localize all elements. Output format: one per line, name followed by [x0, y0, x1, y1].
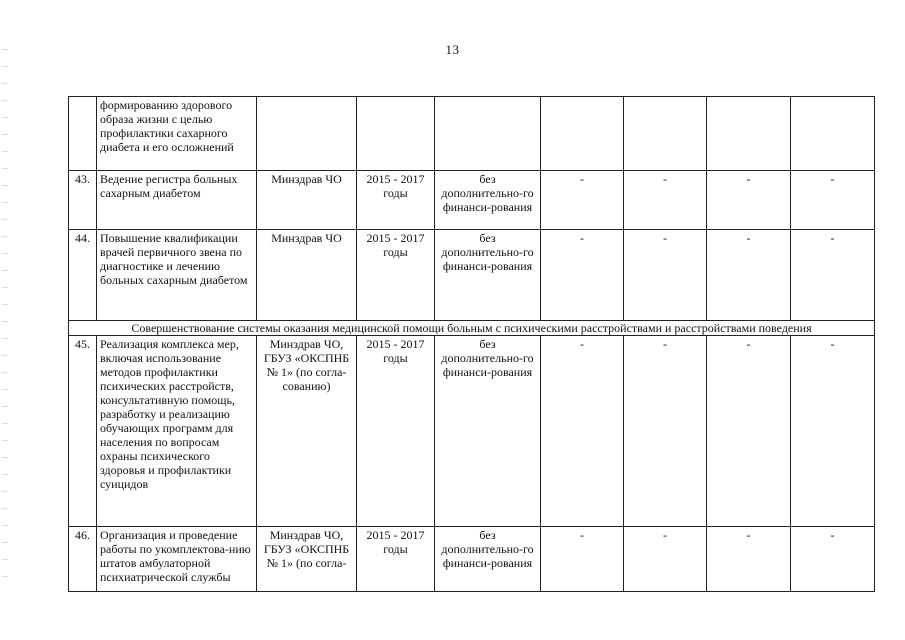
cell-value: -: [707, 171, 791, 230]
cell-value: -: [541, 171, 624, 230]
section-header-row: [69, 321, 875, 336]
cell-financing: без дополнительно-го финанси-рования: [435, 336, 541, 527]
table-row: [69, 527, 875, 592]
table-row: [69, 230, 875, 321]
row-number: 45.: [69, 336, 97, 527]
cell-value: -: [707, 336, 791, 527]
row-number: 43.: [69, 171, 97, 230]
cell-period: 2015 - 2017 годы: [357, 230, 435, 321]
cell-value: [791, 97, 875, 171]
cell-financing: [435, 97, 541, 171]
cell-period: [357, 97, 435, 171]
cell-value: -: [541, 527, 624, 592]
cell-activity: Повышение квалификации врачей первичного звена по диагностике и лечению больных сахарным диабетом: [97, 230, 257, 321]
cell-period: 2015 - 2017 годы: [357, 336, 435, 527]
table-row: [69, 336, 875, 527]
cell-value: -: [707, 527, 791, 592]
page-number: 13: [445, 42, 460, 57]
program-table: [68, 96, 875, 592]
cell-value: -: [791, 230, 875, 321]
table-row-continuation: [69, 97, 875, 171]
cell-value: -: [791, 171, 875, 230]
cell-activity: формированию здорового образа жизни с целью профилактики сахарного диабета и его осложнений: [97, 97, 257, 171]
cell-value: -: [624, 527, 707, 592]
table-row: [69, 171, 875, 230]
cell-value: -: [541, 336, 624, 527]
cell-value: -: [624, 336, 707, 527]
cell-value: -: [707, 230, 791, 321]
cell-value: -: [791, 527, 875, 592]
cell-financing: без дополнительно-го финанси-рования: [435, 527, 541, 592]
cell-executor: Минздрав ЧО, ГБУЗ «ОКСПНБ № 1» (по согла-: [257, 527, 357, 592]
cell-value: [707, 97, 791, 171]
cell-value: -: [624, 230, 707, 321]
cell-num: [69, 97, 97, 171]
cell-value: [624, 97, 707, 171]
row-number: 44.: [69, 230, 97, 321]
cell-executor: Минздрав ЧО, ГБУЗ «ОКСПНБ № 1» (по согла-сованию): [257, 336, 357, 527]
cell-period: 2015 - 2017 годы: [357, 527, 435, 592]
cell-executor: [257, 97, 357, 171]
cell-activity: Организация и проведение работы по укомплектова-нию штатов амбулаторной психиатрической службы: [97, 527, 257, 592]
cell-activity: Реализация комплекса мер, включая использование методов профилактики психических расстройств, консультативную помощь, разработку и реализацию обучающих программ для населения по вопросам охраны психического здоровья и профилактики суицидов: [97, 336, 257, 527]
cell-executor: Минздрав ЧО: [257, 230, 357, 321]
cell-value: [541, 97, 624, 171]
cell-financing: без дополнительно-го финанси-рования: [435, 230, 541, 321]
row-number: 46.: [69, 527, 97, 592]
cell-executor: Минздрав ЧО: [257, 171, 357, 230]
cell-financing: без дополнительно-го финанси-рования: [435, 171, 541, 230]
cell-value: -: [624, 171, 707, 230]
cell-value: -: [791, 336, 875, 527]
cell-activity: Ведение регистра больных сахарным диабетом: [97, 171, 257, 230]
scan-edge-marks: [2, 40, 8, 580]
cell-value: -: [541, 230, 624, 321]
cell-period: 2015 - 2017 годы: [357, 171, 435, 230]
section-title: Совершенствование системы оказания медицинской помощи больным с психическими расстройствами и расстройствами поведения: [69, 321, 875, 336]
